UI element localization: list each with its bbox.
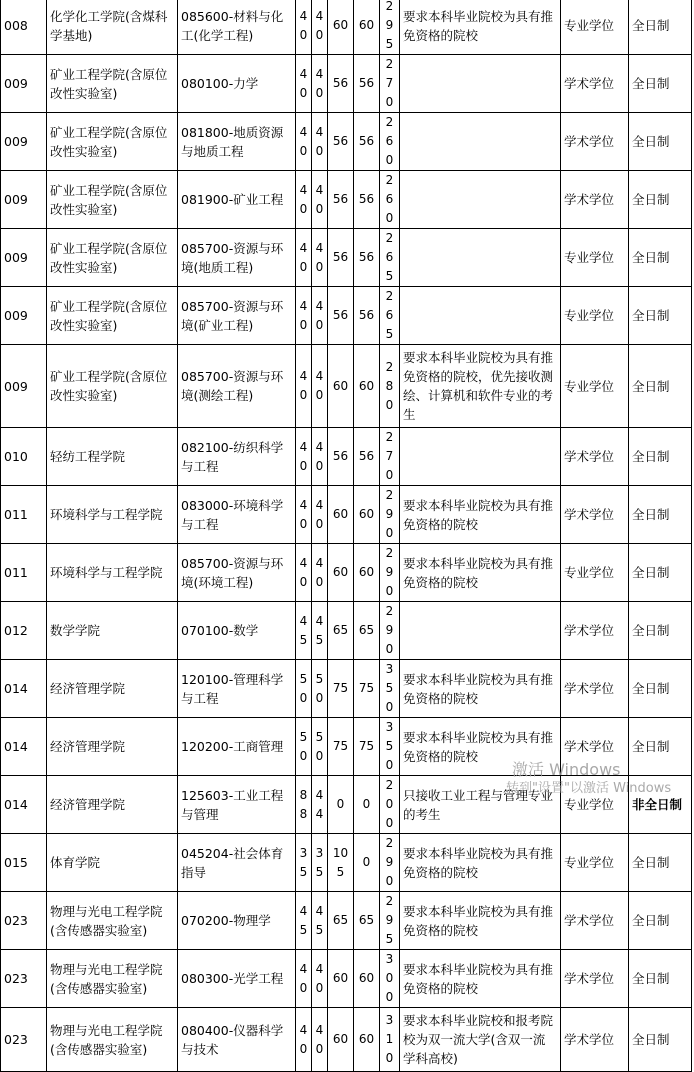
- score-politics-cell: 40: [296, 486, 312, 544]
- major-cell: 080300-光学工程: [178, 950, 296, 1008]
- total-score-cell: 200: [380, 776, 400, 834]
- degree-type-cell: 学术学位: [561, 1008, 629, 1072]
- study-mode-cell: 全日制: [629, 428, 692, 486]
- score-subject-one-cell: 65: [328, 892, 354, 950]
- total-score-cell: 350: [380, 718, 400, 776]
- degree-type-cell: 专业学位: [561, 776, 629, 834]
- college-code-cell: 009: [1, 171, 47, 229]
- study-mode-cell: 全日制: [629, 892, 692, 950]
- requirement-note-cell: [400, 113, 561, 171]
- college-name-cell: 数学学院: [47, 602, 178, 660]
- requirement-note-cell: [400, 55, 561, 113]
- score-foreign-language-cell: 40: [312, 171, 328, 229]
- score-subject-one-cell: 56: [328, 55, 354, 113]
- study-mode-cell: 全日制: [629, 287, 692, 345]
- requirement-note-cell: [400, 602, 561, 660]
- table-row: [1, 287, 692, 345]
- major-cell: 125603-工业工程与管理: [178, 776, 296, 834]
- study-mode-cell: 全日制: [629, 345, 692, 428]
- college-code-cell: 009: [1, 55, 47, 113]
- score-subject-two-cell: 0: [354, 776, 380, 834]
- college-name-cell: 矿业工程学院(含原位改性实验室): [47, 113, 178, 171]
- score-politics-cell: 40: [296, 0, 312, 55]
- score-subject-one-cell: 0: [328, 776, 354, 834]
- table-row: [1, 834, 692, 892]
- major-cell: 120200-工商管理: [178, 718, 296, 776]
- degree-type-cell: 学术学位: [561, 486, 629, 544]
- study-mode-cell: 全日制: [629, 660, 692, 718]
- college-code-cell: 012: [1, 602, 47, 660]
- study-mode-cell: 全日制: [629, 55, 692, 113]
- score-foreign-language-cell: 40: [312, 0, 328, 55]
- study-mode-cell: 全日制: [629, 718, 692, 776]
- college-code-cell: 009: [1, 113, 47, 171]
- total-score-cell: 310: [380, 1008, 400, 1072]
- requirement-note-cell: 只接收工业工程与管理专业的考生: [400, 776, 561, 834]
- major-cell: 070200-物理学: [178, 892, 296, 950]
- table-row: [1, 892, 692, 950]
- requirement-note-cell: 要求本科毕业院校为具有推免资格的院校: [400, 0, 561, 55]
- college-code-cell: 009: [1, 345, 47, 428]
- study-mode-cell: 全日制: [629, 1008, 692, 1072]
- score-subject-one-cell: 75: [328, 718, 354, 776]
- total-score-cell: 290: [380, 834, 400, 892]
- study-mode-cell: 全日制: [629, 834, 692, 892]
- score-subject-one-cell: 60: [328, 486, 354, 544]
- score-subject-two-cell: 56: [354, 113, 380, 171]
- major-cell: 085700-资源与环境(环境工程): [178, 544, 296, 602]
- requirement-note-cell: 要求本科毕业院校为具有推免资格的院校: [400, 892, 561, 950]
- total-score-cell: 350: [380, 660, 400, 718]
- table-row: [1, 718, 692, 776]
- college-code-cell: 014: [1, 776, 47, 834]
- score-subject-two-cell: 60: [354, 1008, 380, 1072]
- degree-type-cell: 学术学位: [561, 55, 629, 113]
- score-subject-two-cell: 60: [354, 950, 380, 1008]
- score-subject-one-cell: 56: [328, 287, 354, 345]
- major-cell: 070100-数学: [178, 602, 296, 660]
- total-score-cell: 265: [380, 287, 400, 345]
- college-code-cell: 014: [1, 660, 47, 718]
- major-cell: 120100-管理科学与工程: [178, 660, 296, 718]
- degree-type-cell: 学术学位: [561, 718, 629, 776]
- score-subject-one-cell: 56: [328, 428, 354, 486]
- major-cell: 083000-环境科学与工程: [178, 486, 296, 544]
- major-cell: 081800-地质资源与地质工程: [178, 113, 296, 171]
- college-code-cell: 010: [1, 428, 47, 486]
- study-mode-cell: 全日制: [629, 0, 692, 55]
- requirement-note-cell: 要求本科毕业院校为具有推免资格的院校: [400, 486, 561, 544]
- requirement-note-cell: [400, 287, 561, 345]
- score-politics-cell: 40: [296, 1008, 312, 1072]
- total-score-cell: 290: [380, 544, 400, 602]
- major-cell: 081900-矿业工程: [178, 171, 296, 229]
- score-foreign-language-cell: 50: [312, 718, 328, 776]
- score-foreign-language-cell: 40: [312, 486, 328, 544]
- table-row: [1, 486, 692, 544]
- table-body: [1, 0, 692, 1072]
- score-politics-cell: 40: [296, 544, 312, 602]
- total-score-cell: 260: [380, 171, 400, 229]
- college-name-cell: 物理与光电工程学院(含传感器实验室): [47, 1008, 178, 1072]
- college-name-cell: 矿业工程学院(含原位改性实验室): [47, 55, 178, 113]
- college-code-cell: 009: [1, 287, 47, 345]
- requirement-note-cell: [400, 171, 561, 229]
- college-name-cell: 矿业工程学院(含原位改性实验室): [47, 171, 178, 229]
- score-subject-two-cell: 75: [354, 660, 380, 718]
- total-score-cell: 295: [380, 892, 400, 950]
- major-cell: 045204-社会体育指导: [178, 834, 296, 892]
- table-row: [1, 602, 692, 660]
- score-politics-cell: 45: [296, 892, 312, 950]
- score-subject-two-cell: 60: [354, 544, 380, 602]
- study-mode-cell: 全日制: [629, 171, 692, 229]
- degree-type-cell: 学术学位: [561, 892, 629, 950]
- score-politics-cell: 45: [296, 602, 312, 660]
- table-row: [1, 950, 692, 1008]
- score-politics-cell: 40: [296, 287, 312, 345]
- study-mode-cell: 全日制: [629, 950, 692, 1008]
- college-name-cell: 轻纺工程学院: [47, 428, 178, 486]
- major-cell: 085600-材料与化工(化学工程): [178, 0, 296, 55]
- college-code-cell: 015: [1, 834, 47, 892]
- major-cell: 085700-资源与环境(测绘工程): [178, 345, 296, 428]
- requirement-note-cell: [400, 428, 561, 486]
- table-row: [1, 113, 692, 171]
- score-foreign-language-cell: 40: [312, 428, 328, 486]
- study-mode-cell: 全日制: [629, 113, 692, 171]
- table-row: [1, 776, 692, 834]
- score-subject-one-cell: 105: [328, 834, 354, 892]
- score-foreign-language-cell: 40: [312, 287, 328, 345]
- score-subject-two-cell: 56: [354, 229, 380, 287]
- score-foreign-language-cell: 40: [312, 229, 328, 287]
- table-row: [1, 544, 692, 602]
- college-code-cell: 023: [1, 1008, 47, 1072]
- degree-type-cell: 专业学位: [561, 229, 629, 287]
- degree-type-cell: 学术学位: [561, 171, 629, 229]
- college-name-cell: 物理与光电工程学院(含传感器实验室): [47, 892, 178, 950]
- score-foreign-language-cell: 45: [312, 892, 328, 950]
- total-score-cell: 290: [380, 486, 400, 544]
- study-mode-cell: 全日制: [629, 544, 692, 602]
- score-foreign-language-cell: 40: [312, 345, 328, 428]
- score-subject-one-cell: 56: [328, 113, 354, 171]
- score-politics-cell: 88: [296, 776, 312, 834]
- college-name-cell: 矿业工程学院(含原位改性实验室): [47, 287, 178, 345]
- requirement-note-cell: [400, 229, 561, 287]
- score-politics-cell: 50: [296, 660, 312, 718]
- degree-type-cell: 专业学位: [561, 834, 629, 892]
- total-score-cell: 295: [380, 0, 400, 55]
- score-foreign-language-cell: 40: [312, 950, 328, 1008]
- degree-type-cell: 专业学位: [561, 287, 629, 345]
- total-score-cell: 280: [380, 345, 400, 428]
- requirement-note-cell: 要求本科毕业院校为具有推免资格的院校，优先接收测绘、计算机和软件专业的考生: [400, 345, 561, 428]
- score-subject-two-cell: 65: [354, 892, 380, 950]
- college-code-cell: 009: [1, 229, 47, 287]
- study-mode-cell: 全日制: [629, 486, 692, 544]
- table-row: [1, 55, 692, 113]
- degree-type-cell: 学术学位: [561, 602, 629, 660]
- score-politics-cell: 40: [296, 229, 312, 287]
- score-subject-two-cell: 60: [354, 486, 380, 544]
- requirement-note-cell: 要求本科毕业院校为具有推免资格的院校: [400, 834, 561, 892]
- college-code-cell: 011: [1, 544, 47, 602]
- score-foreign-language-cell: 50: [312, 660, 328, 718]
- requirement-note-cell: 要求本科毕业院校为具有推免资格的院校: [400, 660, 561, 718]
- score-subject-one-cell: 65: [328, 602, 354, 660]
- score-subject-two-cell: 60: [354, 0, 380, 55]
- degree-type-cell: 学术学位: [561, 428, 629, 486]
- table-row: [1, 171, 692, 229]
- degree-type-cell: 学术学位: [561, 660, 629, 718]
- score-subject-one-cell: 60: [328, 0, 354, 55]
- score-foreign-language-cell: 40: [312, 113, 328, 171]
- total-score-cell: 265: [380, 229, 400, 287]
- table-row: [1, 229, 692, 287]
- score-foreign-language-cell: 40: [312, 55, 328, 113]
- score-subject-one-cell: 75: [328, 660, 354, 718]
- college-code-cell: 014: [1, 718, 47, 776]
- college-code-cell: 023: [1, 892, 47, 950]
- score-foreign-language-cell: 40: [312, 544, 328, 602]
- score-subject-two-cell: 56: [354, 171, 380, 229]
- score-politics-cell: 35: [296, 834, 312, 892]
- score-subject-two-cell: 56: [354, 55, 380, 113]
- score-politics-cell: 50: [296, 718, 312, 776]
- score-foreign-language-cell: 35: [312, 834, 328, 892]
- score-politics-cell: 40: [296, 428, 312, 486]
- degree-type-cell: 学术学位: [561, 950, 629, 1008]
- score-politics-cell: 40: [296, 950, 312, 1008]
- total-score-cell: 290: [380, 602, 400, 660]
- college-name-cell: 矿业工程学院(含原位改性实验室): [47, 229, 178, 287]
- total-score-cell: 300: [380, 950, 400, 1008]
- score-subject-two-cell: 75: [354, 718, 380, 776]
- table-row: [1, 345, 692, 428]
- score-subject-two-cell: 65: [354, 602, 380, 660]
- requirement-note-cell: 要求本科毕业院校为具有推免资格的院校: [400, 544, 561, 602]
- major-cell: 080100-力学: [178, 55, 296, 113]
- total-score-cell: 270: [380, 428, 400, 486]
- total-score-cell: 270: [380, 55, 400, 113]
- college-name-cell: 体育学院: [47, 834, 178, 892]
- score-subject-two-cell: 56: [354, 287, 380, 345]
- college-name-cell: 环境科学与工程学院: [47, 486, 178, 544]
- degree-type-cell: 专业学位: [561, 345, 629, 428]
- watermark-line-1: 激活 Windows: [512, 760, 621, 779]
- major-cell: 082100-纺织科学与工程: [178, 428, 296, 486]
- study-mode-cell: 全日制: [629, 229, 692, 287]
- score-subject-two-cell: 60: [354, 345, 380, 428]
- score-foreign-language-cell: 44: [312, 776, 328, 834]
- score-subject-two-cell: 0: [354, 834, 380, 892]
- major-cell: 080400-仪器科学与技术: [178, 1008, 296, 1072]
- college-name-cell: 经济管理学院: [47, 776, 178, 834]
- score-foreign-language-cell: 40: [312, 1008, 328, 1072]
- college-name-cell: 矿业工程学院(含原位改性实验室): [47, 345, 178, 428]
- requirement-note-cell: 要求本科毕业院校和报考院校为双一流大学(含双一流学科高校): [400, 1008, 561, 1072]
- study-mode-cell: 全日制: [629, 602, 692, 660]
- score-subject-one-cell: 60: [328, 950, 354, 1008]
- table-row: [1, 1008, 692, 1072]
- degree-type-cell: 专业学位: [561, 544, 629, 602]
- degree-type-cell: 学术学位: [561, 113, 629, 171]
- college-code-cell: 008: [1, 0, 47, 55]
- score-subject-one-cell: 56: [328, 171, 354, 229]
- college-name-cell: 环境科学与工程学院: [47, 544, 178, 602]
- requirement-note-cell: 要求本科毕业院校为具有推免资格的院校: [400, 718, 561, 776]
- degree-type-cell: 专业学位: [561, 0, 629, 55]
- watermark-line-2: 转到"设置"以激活 Windows: [506, 781, 672, 796]
- college-name-cell: 经济管理学院: [47, 718, 178, 776]
- score-politics-cell: 40: [296, 55, 312, 113]
- college-code-cell: 023: [1, 950, 47, 1008]
- college-name-cell: 物理与光电工程学院(含传感器实验室): [47, 950, 178, 1008]
- score-subject-one-cell: 56: [328, 229, 354, 287]
- score-politics-cell: 40: [296, 345, 312, 428]
- score-subject-one-cell: 60: [328, 345, 354, 428]
- table-row: [1, 0, 692, 55]
- college-name-cell: 经济管理学院: [47, 660, 178, 718]
- major-cell: 085700-资源与环境(矿业工程): [178, 287, 296, 345]
- score-politics-cell: 40: [296, 113, 312, 171]
- major-cell: 085700-资源与环境(地质工程): [178, 229, 296, 287]
- score-subject-one-cell: 60: [328, 544, 354, 602]
- score-subject-one-cell: 60: [328, 1008, 354, 1072]
- score-subject-two-cell: 56: [354, 428, 380, 486]
- total-score-cell: 260: [380, 113, 400, 171]
- college-name-cell: 化学化工学院(含煤科学基地): [47, 0, 178, 55]
- requirement-note-cell: 要求本科毕业院校为具有推免资格的院校: [400, 950, 561, 1008]
- score-politics-cell: 40: [296, 171, 312, 229]
- college-code-cell: 011: [1, 486, 47, 544]
- score-foreign-language-cell: 45: [312, 602, 328, 660]
- table-row: [1, 428, 692, 486]
- table-row: [1, 660, 692, 718]
- study-mode-cell: 非全日制: [629, 776, 692, 834]
